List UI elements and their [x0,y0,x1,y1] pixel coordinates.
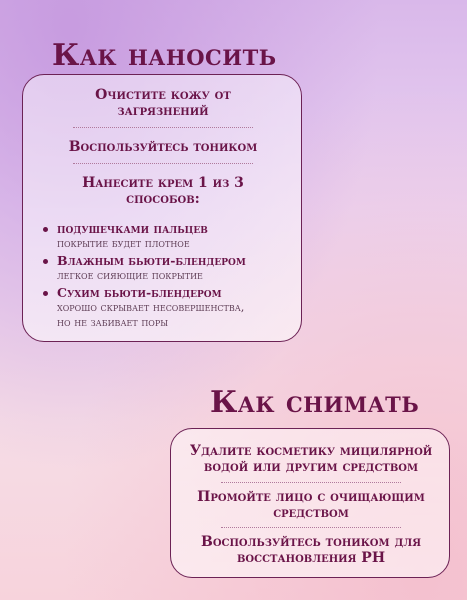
apply-step-2: Воспользуйтесь тоником [68,139,258,155]
apply-divider-2 [73,163,253,164]
method-desc-line-2: но не забивает поры [57,315,169,329]
remove-heading: Как снимать [210,385,420,420]
remove-step-2-line-2: средством [273,505,349,521]
remove-step-1-line-2: водой или другим средством [203,459,419,475]
method-desc: покрытие будет плотное [57,236,190,250]
apply-step-3-line-2: способов: [126,191,200,207]
bullet-dot-icon [43,291,48,296]
method-title: Сухим бьюти-блендером [57,285,222,300]
apply-step-1-line-2: загрязнений [117,103,209,119]
method-desc: легкое сияющие покрытие [57,268,203,282]
remove-step-3-line-1: Воспользуйтесь тоником для [200,534,422,550]
method-title: Влажным бьюти-блендером [57,253,246,268]
remove-step-3-line-2: восстановления PH [236,550,386,566]
apply-heading: Как наносить [52,38,277,73]
apply-step-3-line-1: Нанесите крем 1 из 3 [82,175,244,191]
bullet-dot-icon [43,227,48,232]
apply-card [22,74,302,342]
bullet-dot-icon [43,259,48,264]
apply-step-1-line-1: Очистите кожу от [95,87,231,103]
remove-step-2-line-1: Промойте лицо с очищающим [197,489,425,505]
remove-divider-1 [221,482,401,483]
remove-step-1-line-1: Удалите косметику мицилярной [189,443,433,459]
apply-divider-1 [73,127,253,128]
method-desc-line-1: хорошо скрывает несовершенства, [57,300,245,314]
method-title: подушечками пальцев [57,221,208,236]
remove-divider-2 [221,527,401,528]
remove-card [170,428,450,578]
